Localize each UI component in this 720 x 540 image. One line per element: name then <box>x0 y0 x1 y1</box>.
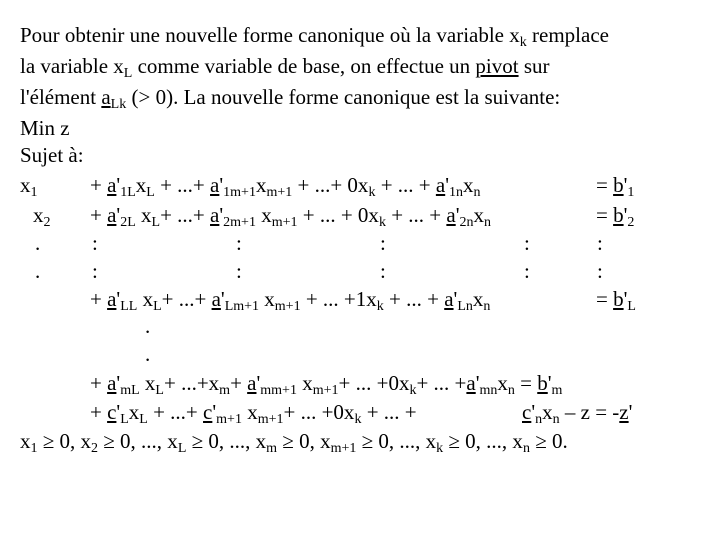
rhs-1: = $b'_1$ <box>596 173 635 200</box>
colon-row-2-c5: : <box>597 259 603 283</box>
intro-line-1: Pour obtenir une nouvelle forme canonique où la variable $x_k$ remplace <box>20 23 609 50</box>
colon-row-2-c3: : <box>380 259 386 283</box>
pivot-term: pivot <box>475 54 519 78</box>
mid-dot-1: . <box>145 314 151 338</box>
objective: Min z <box>20 116 70 140</box>
colon-row-2-c1: : <box>92 259 98 283</box>
constraint-m: + $a'_{mL}$ $x_L+ ...+x_m+ a'_{mm+1}$ $x_{m+1}+$ ... $+0x_k+$ ... $+a'_{mn}x_n = b'_m$ <box>90 371 563 398</box>
colon-row-1-c1: : <box>92 231 98 255</box>
colon-row-1-c3: : <box>380 231 386 255</box>
subject-to: Sujet à: <box>20 143 84 167</box>
constraint-L: + $a'_{LL}$ $x_L+$ ...+ $a'_{Lm+1}$ $x_{m+1}$ + ... $+1x_k$ + ... + $a'_{Ln}x_n$ <box>90 287 491 314</box>
basis-x2: $x_2$ <box>33 203 51 230</box>
mid-dot-2: . <box>145 342 151 366</box>
basis-dot-2: . <box>35 259 41 283</box>
objective-row-end: $c'_nx_n - z = -z'$ <box>522 400 633 427</box>
basis-x1: $x_1$ <box>20 173 38 200</box>
intro-line-3: l'élément $a_{Lk}$ (> 0). La nouvelle forme canonique est la suivante: <box>20 85 561 112</box>
objective-row: + $c'_Lx_L$ + ...+ $c'_{m+1}$ $x_{m+1}+$ ... $+0x_k$ + ... + <box>90 400 417 427</box>
nonnegativity: $x_1 \ge 0$, $x_2 \ge 0$, ..., $x_L \ge 0$, ..., $x_m \ge 0$, $x_{m+1} \ge 0$, ..., $x_k \ge 0$, ..., $x_n \ge 0$. <box>20 429 568 456</box>
colon-row-1-c2: : <box>236 231 242 255</box>
basis-dot-1: . <box>35 231 41 255</box>
colon-row-1-c5: : <box>597 231 603 255</box>
colon-row-2-c2: : <box>236 259 242 283</box>
constraint-1: + $a'_{1L}x_L$ + ...+ $a'_{1m+1}x_{m+1}$ + ...+ $0x_k$ + ... + $a'_{1n}x_n$ <box>90 173 481 200</box>
constraint-2: + $a'_{2L}$ $x_L+$ ...+ $a'_{2m+1}$ $x_{m+1}$ + ... + $0x_k$ + ... + $a'_{2n}x_n$ <box>90 203 491 230</box>
intro-line-2: la variable $x_L$ comme variable de base, on effectue un pivot sur <box>20 54 550 81</box>
rhs-L: = $b'_L$ <box>596 287 636 314</box>
colon-row-1-c4: : <box>524 231 530 255</box>
colon-row-2-c4: : <box>524 259 530 283</box>
rhs-2: = $b'_2$ <box>596 203 635 230</box>
